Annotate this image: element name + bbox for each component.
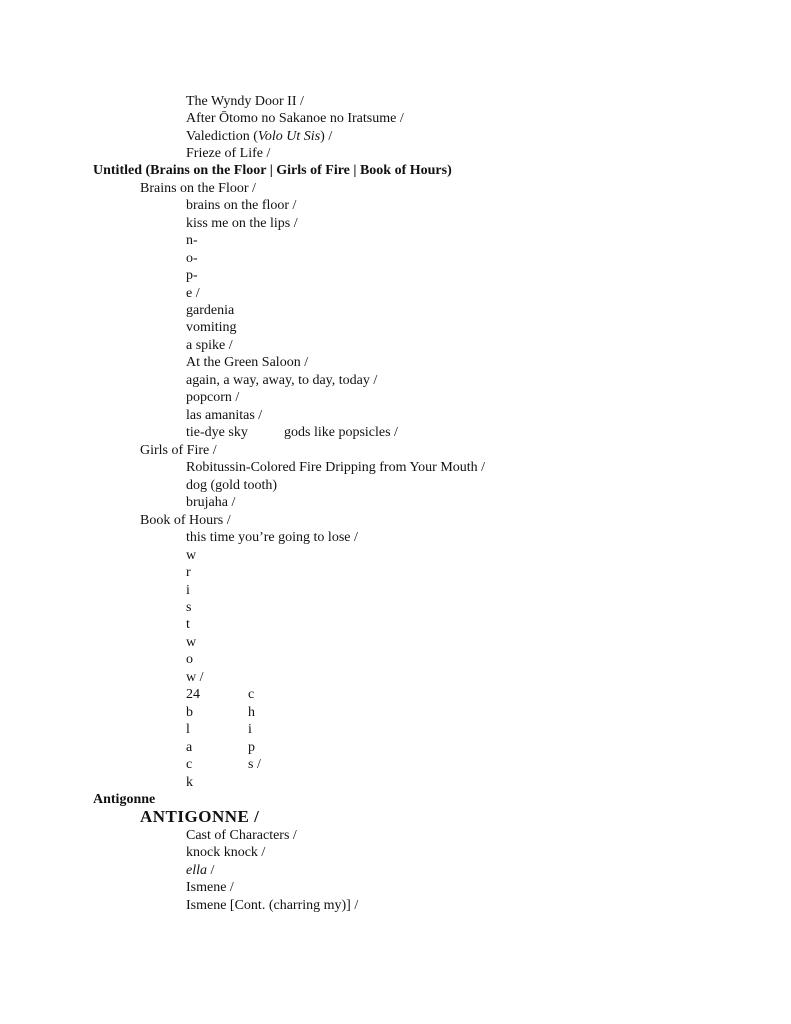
toc-entry: p- bbox=[186, 268, 198, 283]
subsection-title: Girls of Fire / bbox=[140, 443, 217, 458]
toc-entry: i bbox=[248, 722, 252, 737]
toc-entry: gardenia bbox=[186, 303, 235, 318]
toc-entry: After Ōtomo no Sakanoe no Iratsume / bbox=[186, 111, 404, 126]
toc-entry: Robitussin-Colored Fire Dripping from Your Mouth / bbox=[186, 460, 486, 475]
toc-entry: h bbox=[248, 705, 255, 720]
section-title: Untitled (Brains on the Floor | Girls of Fire | Book of Hours) bbox=[93, 163, 452, 178]
toc-entry: popcorn / bbox=[186, 390, 240, 405]
toc-entry: t bbox=[186, 617, 190, 632]
toc-entry: o bbox=[186, 652, 193, 667]
toc-entry: l bbox=[186, 722, 190, 737]
toc-entry: las amanitas / bbox=[186, 408, 263, 423]
toc-entry: tie-dye sky bbox=[186, 425, 248, 440]
subsection-heading: ANTIGONNE / bbox=[140, 807, 260, 826]
section-title: Antigonne bbox=[93, 792, 156, 807]
toc-entry: gods like popsicles / bbox=[284, 425, 398, 440]
toc-entry: a bbox=[186, 740, 193, 755]
toc-entry: 24 bbox=[186, 687, 200, 702]
toc-entry: c bbox=[248, 687, 255, 702]
toc-entry: dog (gold tooth) bbox=[186, 478, 277, 493]
toc-entry: s / bbox=[248, 757, 261, 772]
toc-entry: Frieze of Life / bbox=[186, 146, 271, 161]
toc-entry: i bbox=[186, 583, 190, 598]
toc-entry: Ismene / bbox=[186, 880, 234, 895]
toc-entry: brujaha / bbox=[186, 495, 236, 510]
toc-entry: p bbox=[248, 740, 255, 755]
toc-entry: c bbox=[186, 757, 193, 772]
subsection-title: Book of Hours / bbox=[140, 513, 231, 528]
toc-entry: At the Green Saloon / bbox=[186, 355, 309, 370]
toc-entry: k bbox=[186, 775, 193, 790]
toc-entry: n- bbox=[186, 233, 198, 248]
toc-entry: w / bbox=[186, 670, 204, 685]
toc-entry: e / bbox=[186, 286, 200, 301]
toc-entry: a spike / bbox=[186, 338, 233, 353]
toc-entry: vomiting bbox=[186, 320, 237, 335]
toc-entry-valediction: Valediction (Volo Ut Sis) / bbox=[186, 129, 333, 144]
toc-entry: r bbox=[186, 565, 191, 580]
toc-entry: b bbox=[186, 705, 193, 720]
toc-entry: o- bbox=[186, 251, 198, 266]
toc-entry: kiss me on the lips / bbox=[186, 216, 298, 231]
subsection-title: Brains on the Floor / bbox=[140, 181, 256, 196]
toc-entry: knock knock / bbox=[186, 845, 266, 860]
toc-entry: w bbox=[186, 635, 197, 650]
toc-entry: w bbox=[186, 548, 197, 563]
toc-entry: s bbox=[186, 600, 192, 615]
toc-entry: Ismene [Cont. (charring my)] / bbox=[186, 898, 359, 913]
toc-entry: this time you’re going to lose / bbox=[186, 530, 358, 545]
toc-entry: The Wyndy Door II / bbox=[186, 94, 304, 109]
toc-entry: Cast of Characters / bbox=[186, 828, 297, 843]
toc-entry: brains on the floor / bbox=[186, 198, 297, 213]
toc-entry-ella: ella / bbox=[186, 863, 215, 878]
toc-entry: again, a way, away, to day, today / bbox=[186, 373, 378, 388]
